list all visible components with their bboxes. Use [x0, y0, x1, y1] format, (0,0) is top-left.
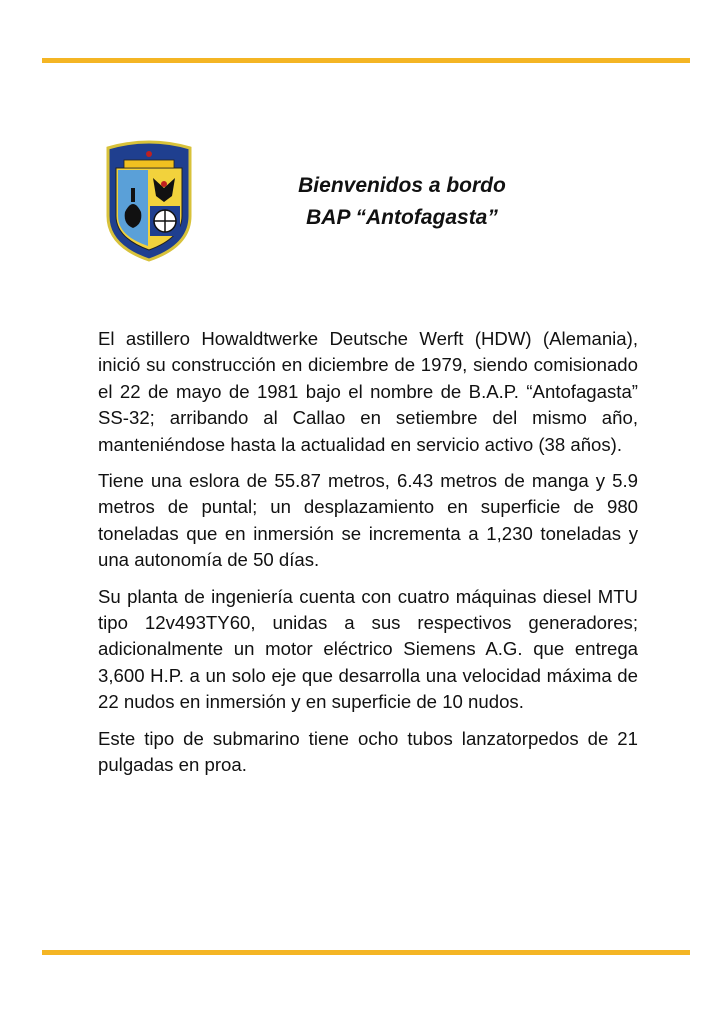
paragraph-armament: Este tipo de submarino tiene ocho tubos lanzatorpedos de 21 pulgadas en proa.: [98, 727, 638, 776]
welcome-title: Bienvenidos a bordo: [298, 174, 506, 197]
ship-name-title: BAP “Antofagasta”: [306, 206, 498, 229]
unit-crest-logo: [98, 138, 200, 264]
body-text: [98, 326, 638, 789]
paragraph-engineering: Su planta de ingeniería cuenta con cuatro máquinas diesel MTU tipo 12v493TY60, unidas a sus respectivos generadores; adicionalmente un motor eléctrico Siemens A.G. que entrega 3,600 H.P. a un solo eje que desarrolla una velocidad máxima de 22 nudos en inmersión y en superficie de 10 nudos.: [98, 585, 638, 713]
bottom-accent-rule: [42, 950, 690, 955]
paragraph-history: El astillero Howaldtwerke Deutsche Werft (HDW) (Alemania), inició su construcción en diciembre de 1979, siendo comisionado el 22 de mayo de 1981 bajo el nombre de B.A.P. “Antofagasta” SS-32; arribando al Callao en setiembre del mismo año, manteniéndose hasta la actualidad en servicio activo (38 años).: [98, 328, 638, 455]
top-accent-rule: [42, 58, 690, 63]
welcome-title-block: [222, 170, 582, 234]
paragraph-dimensions: Tiene una eslora de 55.87 metros, 6.43 metros de manga y 5.9 metros de puntal; un desplazamiento en superficie de 980 toneladas que en inmersión se incrementa a 1,230 toneladas y una autonomía de 50 días.: [98, 470, 638, 571]
